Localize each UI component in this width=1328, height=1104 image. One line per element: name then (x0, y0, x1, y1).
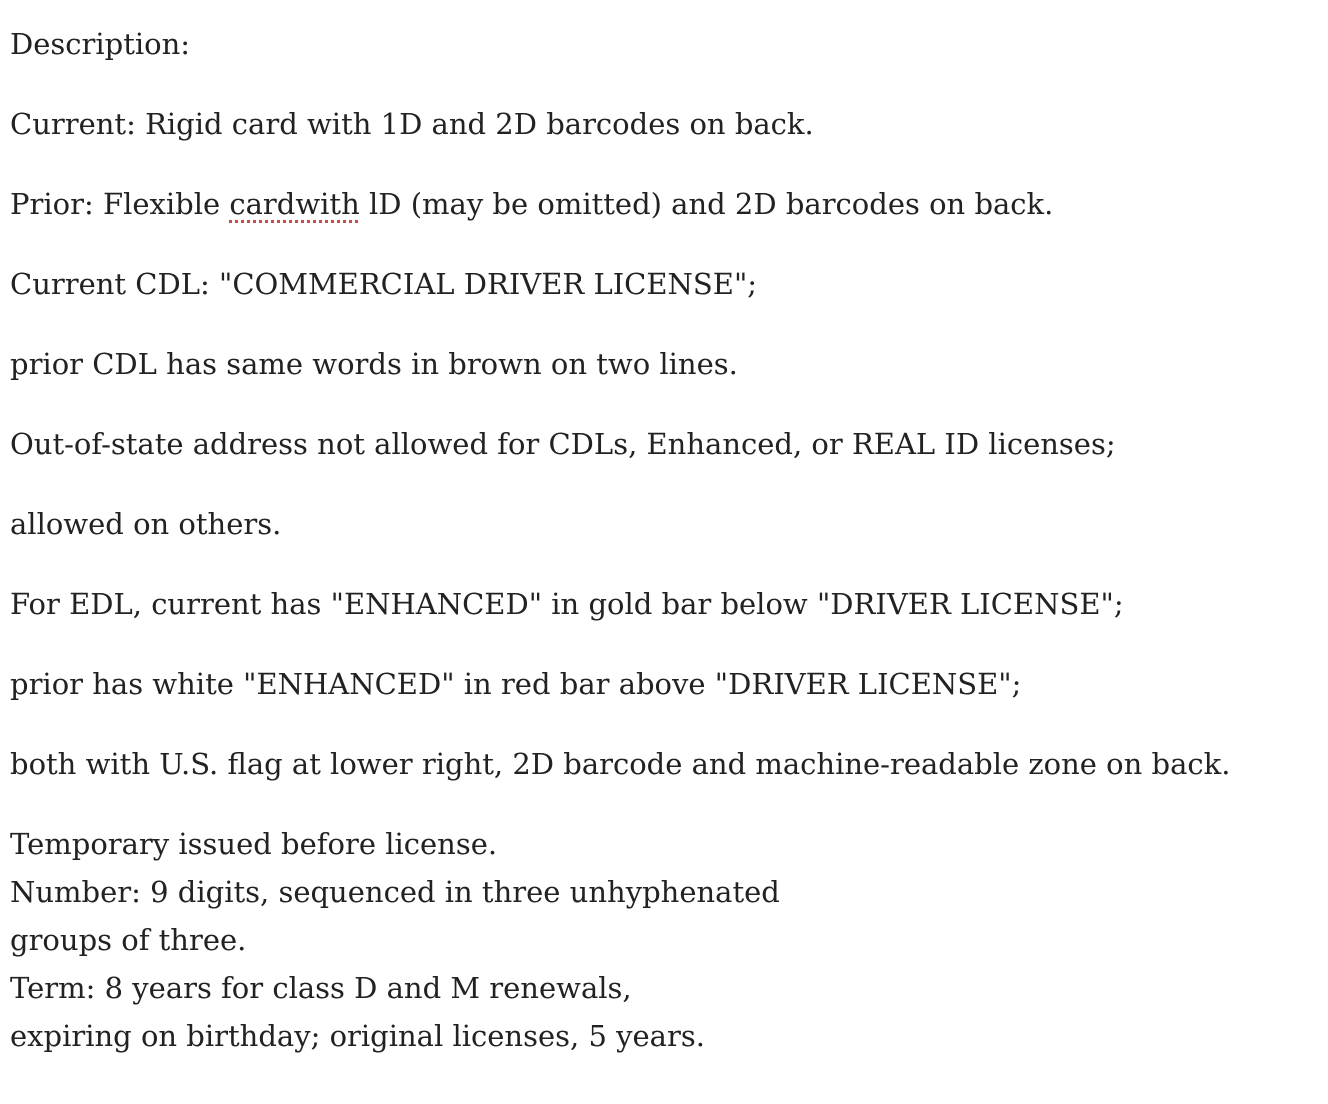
edl-both-line: both with U.S. flag at lower right, 2D barcode and machine-readable zone on back. (10, 747, 1231, 781)
current-card-line: Current: Rigid card with 1D and 2D barcodes on back. (10, 107, 814, 141)
prior-cdl-line: prior CDL has same words in brown on two lines. (10, 347, 738, 381)
prior-card-line (10, 187, 1054, 221)
current-cdl-line: Current CDL: "COMMERCIAL DRIVER LICENSE"; (10, 267, 758, 301)
allowed-others-line: allowed on others. (10, 507, 282, 541)
misspelled-word[interactable]: cardwith (229, 187, 360, 221)
edl-current-line: For EDL, current has "ENHANCED" in gold bar below "DRIVER LICENSE"; (10, 587, 1124, 621)
out-of-state-line: Out-of-state address not allowed for CDLs, Enhanced, or REAL ID licenses; (10, 427, 1116, 461)
prior-card-text-start: Prior: Flexible (10, 187, 230, 221)
edl-prior-line: prior has white "ENHANCED" in red bar above "DRIVER LICENSE"; (10, 667, 1022, 701)
term-line: Term: 8 years for class D and M renewals, (10, 971, 632, 1005)
groups-line: groups of three. (10, 923, 247, 957)
description-heading: Description: (10, 27, 191, 61)
expiring-line: expiring on birthday; original licenses, 5 years. (10, 1019, 705, 1053)
number-line: Number: 9 digits, sequenced in three unhyphenated (10, 875, 780, 909)
temporary-line: Temporary issued before license. (10, 827, 498, 861)
prior-card-text-end: lD (may be omitted) and 2D barcodes on back. (359, 187, 1054, 221)
